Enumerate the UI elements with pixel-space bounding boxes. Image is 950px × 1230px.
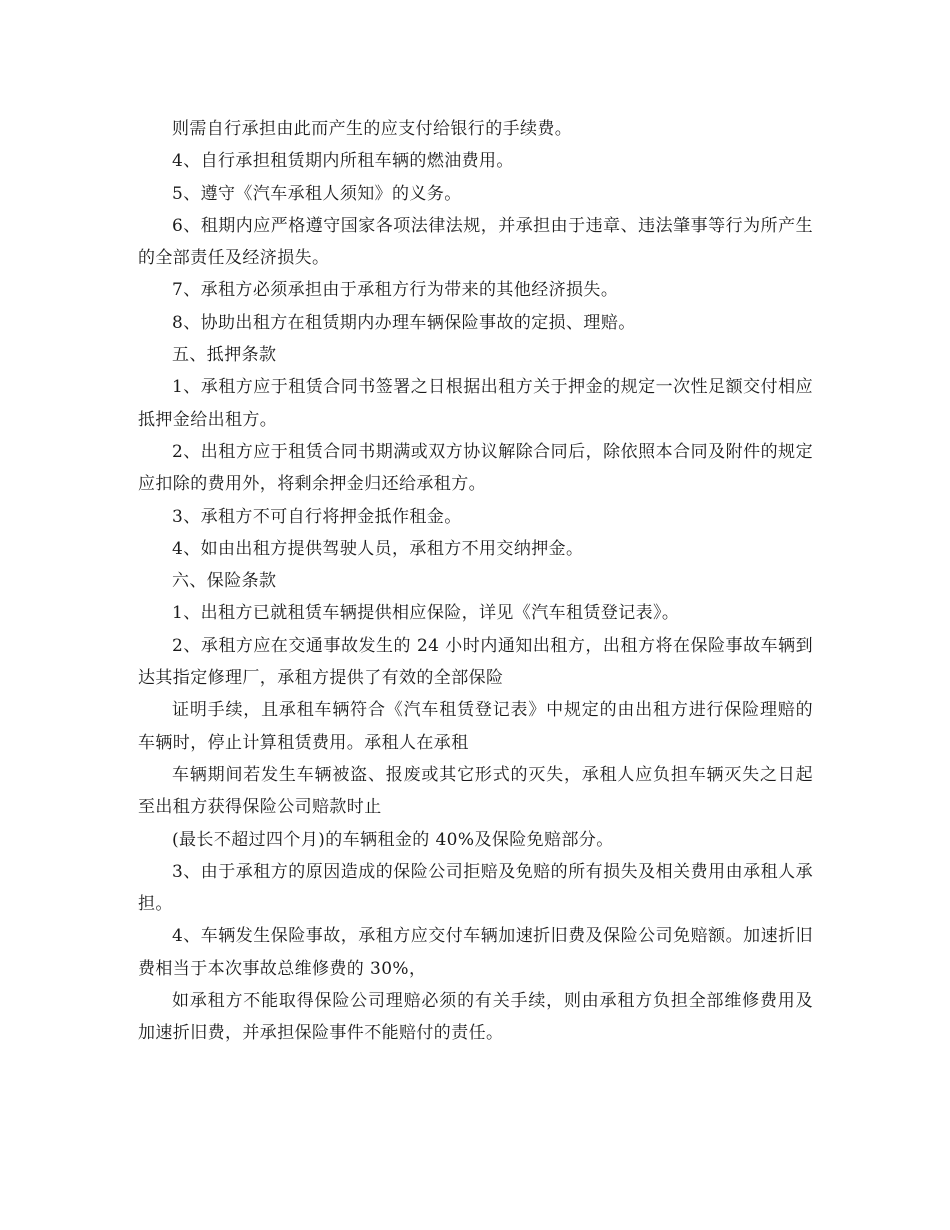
section-heading: 六、保险条款 <box>172 571 277 592</box>
section-heading: 五、抵押条款 <box>172 345 277 366</box>
paragraph: 如承租方不能取得保险公司理赔必须的有关手续，则由承租方负担全部维修费用及加速折旧费，并承担保险事件不能赔付的责任。 <box>138 991 813 1044</box>
paragraph: 8、协助出租方在租赁期内办理车辆保险事故的定损、理赔。 <box>172 312 636 333</box>
paragraph: 4、自行承担租赁期内所租车辆的燃油费用。 <box>172 151 514 172</box>
paragraph: 1、承租方应于租赁合同书签署之日根据出租方关于押金的规定一次性足额交付相应抵押金给出租方。 <box>138 377 813 430</box>
paragraph: 5、遵守《汽车承租人须知》的义务。 <box>172 183 462 204</box>
paragraph: 车辆期间若发生车辆被盗、报废或其它形式的灭失，承租人应负担车辆灭失之日起至出租方获得保险公司赔款时止 <box>138 764 813 818</box>
paragraph: 3、由于承租方的原因造成的保险公司拒赔及免赔的所有损失及相关费用由承租人承担。 <box>138 861 813 915</box>
paragraph: 6、租期内应严格遵守国家各项法律法规，并承担由于违章、违法肇事等行为所产生的全部责任及经济损失。 <box>138 215 813 269</box>
paragraph: 2、承租方应在交通事故发生的 24 小时内通知出租方，出租方将在保险事故车辆到达其指定修理厂，承租方提供了有效的全部保险 <box>138 635 813 689</box>
paragraph: 7、承租方必须承担由于承租方行为带来的其他经济损失。 <box>172 280 619 301</box>
paragraph: 4、如由出租方提供驾驶人员，承租方不用交纳押金。 <box>172 538 584 559</box>
document-body <box>138 113 813 1050</box>
paragraph: (最长不超过四个月)的车辆租金的 40%及保险免赔部分。 <box>172 829 614 850</box>
paragraph: 4、车辆发生保险事故，承租方应交付车辆加速折旧费及保险公司免赔额。加速折旧费相当于本次事故总维修费的 30%， <box>138 926 813 979</box>
paragraph: 1、出租方已就租赁车辆提供相应保险，详见《汽车租赁登记表》。 <box>172 603 680 624</box>
paragraph: 证明手续，且承租车辆符合《汽车租赁登记表》中规定的由出租方进行保险理赔的车辆时，停止计算租赁费用。承租人在承租 <box>138 700 813 753</box>
paragraph: 则需自行承担由此而产生的应支付给银行的手续费。 <box>172 119 573 139</box>
paragraph: 3、承租方不可自行将押金抵作租金。 <box>172 506 462 527</box>
paragraph: 2、出租方应于租赁合同书期满或双方协议解除合同后，除依照本合同及附件的规定应扣除的费用外，将剩余押金归还给承租方。 <box>138 441 813 495</box>
